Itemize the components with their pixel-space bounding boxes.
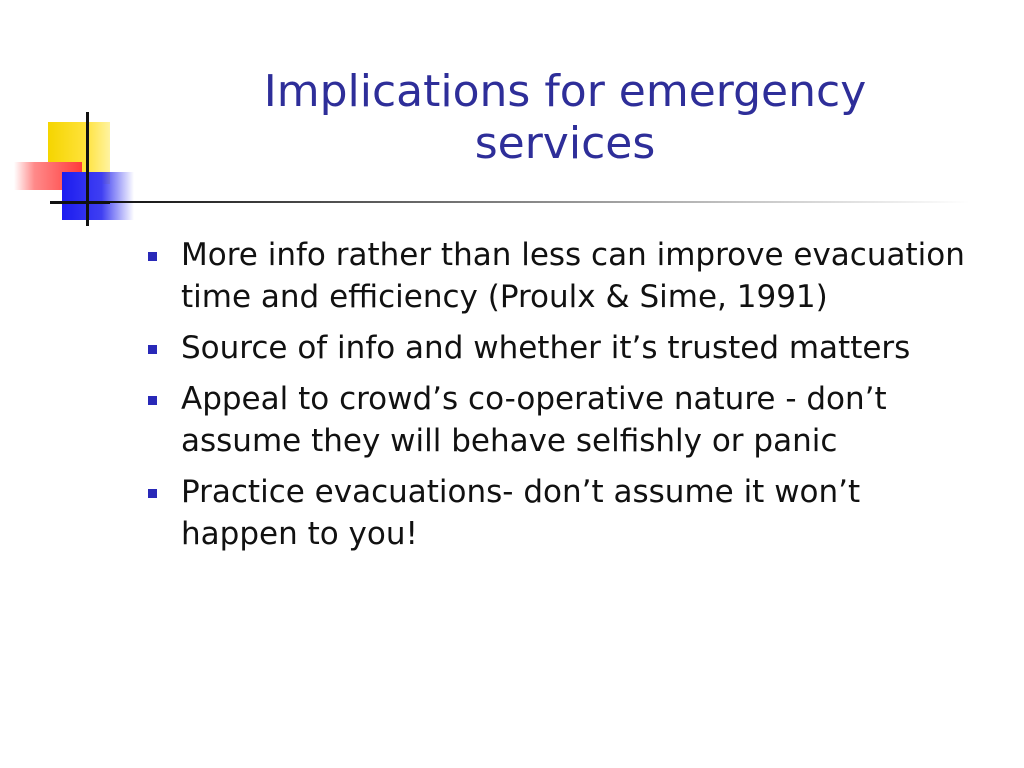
- bullet-item: [144, 471, 984, 555]
- bullet-square-icon: [148, 396, 157, 405]
- bullet-list: [144, 234, 984, 564]
- bullet-square-icon: [148, 252, 157, 261]
- bullet-item: [144, 378, 984, 462]
- slide-title: Implications for emergency services: [263, 66, 867, 169]
- bullet-text: More info rather than less can improve evacuation time and efficiency (Proulx & Sime, 1991): [181, 237, 965, 315]
- logo-blue-square: [62, 172, 134, 220]
- bullet-text: Practice evacuations- don’t assume it won’t happen to you!: [181, 474, 861, 552]
- bullet-square-icon: [148, 345, 157, 354]
- bullet-item: [144, 327, 984, 369]
- bullet-square-icon: [148, 489, 157, 498]
- logo-vertical-line: [86, 112, 89, 226]
- bullet-text: Source of info and whether it’s trusted matters: [181, 330, 911, 366]
- title-divider-line: [110, 201, 970, 203]
- bullet-text: Appeal to crowd’s co-operative nature - don’t assume they will behave selfishly or panic: [181, 381, 887, 459]
- logo-horizontal-line: [50, 201, 110, 204]
- slide-logo-decoration: [0, 0, 160, 240]
- bullet-item: [144, 234, 984, 318]
